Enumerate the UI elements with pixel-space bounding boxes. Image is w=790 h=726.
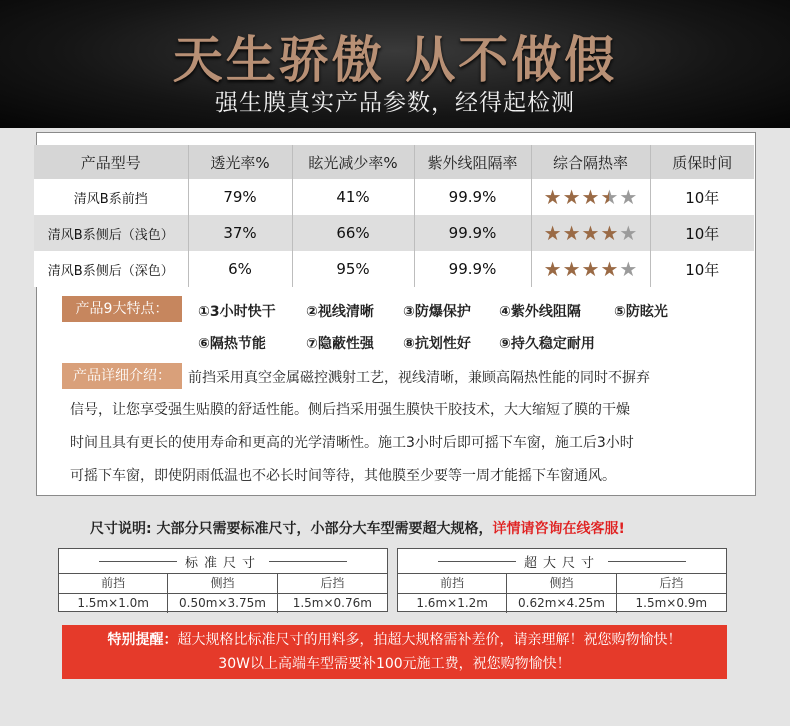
col-header: 综合隔热率 <box>531 145 650 179</box>
size-value: 0.62m×4.25m <box>507 593 616 613</box>
size-col-header: 前挡 <box>59 573 168 593</box>
special-notice <box>62 625 727 679</box>
hero-banner <box>0 0 790 128</box>
divider <box>269 561 347 562</box>
notice-line-2: 30W以上高端车型需要补100元施工费，祝您购物愉快！ <box>218 656 571 672</box>
size-heading-text: 尺寸说明: 大部分只需要标准尺寸，小部分大车型需要超大规格， <box>90 521 493 537</box>
star-half-icon: ★ <box>600 184 619 209</box>
col-header: 眩光减少率% <box>292 145 414 179</box>
transmittance-cell: 37% <box>188 215 292 251</box>
star-full-icon: ★ <box>562 256 581 281</box>
star-empty-icon: ★ <box>619 220 638 245</box>
col-header: 产品型号 <box>34 145 188 179</box>
star-full-icon: ★ <box>543 256 562 281</box>
feature-item: ⑥隔热节能 <box>198 336 266 352</box>
star-full-icon: ★ <box>600 256 619 281</box>
warranty-cell: 10年 <box>685 188 720 207</box>
size-col-header: 侧挡 <box>168 573 277 593</box>
hero-subtitle: 强生膜真实产品参数，经得起检测 <box>215 90 575 116</box>
star-empty-icon: ★ <box>619 256 638 281</box>
star-full-icon: ★ <box>562 184 581 209</box>
standard-size-title-row <box>59 549 387 573</box>
size-col-header: 侧挡 <box>507 573 616 593</box>
uv-cell: 99.9% <box>414 179 531 215</box>
transmittance-cell: 79% <box>188 179 292 215</box>
heat-rating-cell <box>531 215 650 251</box>
details-line: 时间且具有更长的使用寿命和更高的光学清晰性。施工3小时后即可摇下车窗，施工后3小时 <box>70 435 634 451</box>
heat-rating-cell <box>531 251 650 287</box>
heat-rating-cell <box>531 179 650 215</box>
star-full-icon: ★ <box>562 220 581 245</box>
spec-table <box>34 145 754 287</box>
star-full-icon: ★ <box>543 220 562 245</box>
size-value: 1.5m×0.9m <box>617 593 726 613</box>
details-line: 可摇下车窗，即使阴雨低温也不必长时间等待，其他膜至少要等一周才能摇下车窗通风。 <box>70 468 616 484</box>
notice-text: 超大规格比标准尺寸的用料多，拍超大规格需补差价，请亲理解！祝您购物愉快！ <box>177 632 682 648</box>
feature-item: ⑧抗划性好 <box>403 336 471 352</box>
transmittance-cell: 6% <box>188 251 292 287</box>
warranty-cell: 10年 <box>685 260 720 279</box>
size-col-header: 前挡 <box>398 573 507 593</box>
size-heading-warning: 详情请咨询在线客服! <box>492 521 625 537</box>
divider <box>99 561 177 562</box>
col-header: 质保时间 <box>672 153 733 172</box>
star-full-icon: ★ <box>581 220 600 245</box>
star-full-icon: ★ <box>543 184 562 209</box>
notice-label: 特别提醒： <box>107 632 178 648</box>
size-heading <box>90 518 625 538</box>
standard-size-title: 标准尺寸 <box>184 555 261 571</box>
star-full-icon: ★ <box>600 220 619 245</box>
oversize-title: 超大尺寸 <box>523 555 600 571</box>
oversize-table <box>397 548 727 612</box>
notice-line-1 <box>62 625 727 653</box>
glare-cell: 41% <box>292 179 414 215</box>
oversize-grid <box>398 573 726 613</box>
feature-item: ①3小时快干 <box>198 304 276 320</box>
star-rating <box>543 256 638 281</box>
star-full-icon: ★ <box>581 256 600 281</box>
model-cell: 清风B系前挡 <box>34 179 188 215</box>
warranty-cell: 10年 <box>685 224 720 243</box>
spec-header-row <box>34 145 754 179</box>
uv-cell: 99.9% <box>414 215 531 251</box>
table-row <box>34 251 754 287</box>
details-label: 产品详细介绍： <box>62 363 182 389</box>
model-cell: 清风B系侧后（深色） <box>34 251 188 287</box>
features-label: 产品9大特点： <box>62 296 182 322</box>
standard-size-grid <box>59 573 387 613</box>
feature-item: ③防爆保护 <box>403 304 471 320</box>
divider <box>608 561 686 562</box>
feature-item: ⑨持久稳定耐用 <box>499 336 595 352</box>
glare-cell: 66% <box>292 215 414 251</box>
feature-item: ⑦隐蔽性强 <box>306 336 374 352</box>
table-row <box>34 179 754 215</box>
model-cell: 清风B系侧后（浅色） <box>34 215 188 251</box>
details-line: 前挡采用真空金属磁控溅射工艺，视线清晰，兼顾高隔热性能的同时不摒弃 <box>188 370 650 386</box>
col-header: 紫外线阻隔率 <box>414 145 531 179</box>
size-col-header: 后挡 <box>278 573 387 593</box>
size-value: 1.5m×0.76m <box>278 593 387 613</box>
standard-size-table <box>58 548 388 612</box>
feature-item: ②视线清晰 <box>306 304 374 320</box>
uv-cell: 99.9% <box>414 251 531 287</box>
hero-title: 天生骄傲 从不做假 <box>172 31 618 89</box>
star-rating <box>543 184 638 209</box>
star-empty-icon: ★ <box>619 184 638 209</box>
size-col-header: 后挡 <box>617 573 726 593</box>
star-rating <box>543 220 638 245</box>
size-value: 1.6m×1.2m <box>398 593 507 613</box>
oversize-title-row <box>398 549 726 573</box>
star-full-icon: ★ <box>581 184 600 209</box>
size-value: 1.5m×1.0m <box>59 593 168 613</box>
feature-item: ⑤防眩光 <box>614 304 668 320</box>
divider <box>438 561 516 562</box>
feature-item: ④紫外线阻隔 <box>499 304 581 320</box>
col-header: 透光率% <box>188 145 292 179</box>
size-value: 0.50m×3.75m <box>168 593 277 613</box>
details-line: 信号，让您享受强生贴膜的舒适性能。侧后挡采用强生膜快干胶技术，大大缩短了膜的干燥 <box>70 402 630 418</box>
table-row <box>34 215 754 251</box>
glare-cell: 95% <box>292 251 414 287</box>
